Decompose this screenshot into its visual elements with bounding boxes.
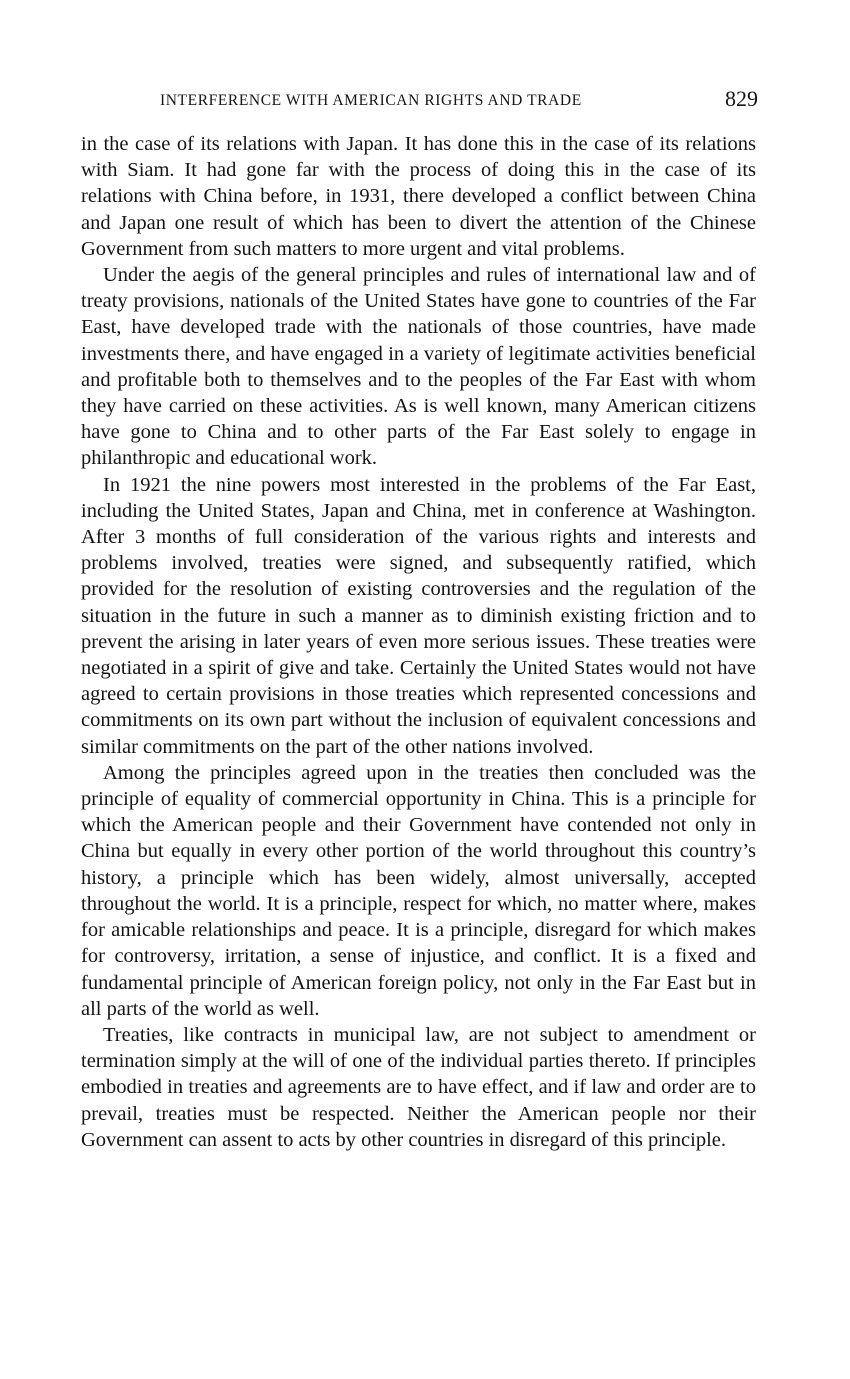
paragraph-continuation: in the case of its relations with Japan. It has done this in the case of its relations with Siam. It had gone far with the process of doing this in the case of its relations with China before, in 1931, there developed a conflict between China and Japan one result of which has been to divert the attention of the Chinese Government from such matters to more urgent and vital problems.: [81, 133, 756, 260]
paragraph-equality-of-opportunity: Among the principles agreed upon in the treaties then concluded was the principle of equality of commercial opportunity in China. This is a principle for which the American people and their Government have contended not only in China but equally in every other portion of the world throughout this country’s history, a principle which has been widely, almost universally, accepted throughout the world. It is a principle, respect for which, no matter where, makes for amicable relationships and peace. It is a principle, disregard for which makes for controversy, irritation, a sense of injustice, and conflict. It is a fixed and fundamental principle of American foreign policy, not only in the Far East but in all parts of the world as well.: [81, 761, 756, 1020]
paragraph-washington-conference: In 1921 the nine powers most interested in the problems of the Far East, including the United States, Japan and China, met in conference at Washington. After 3 months of full consideration of the various rights and interests and problems involved, treaties were signed, and subsequently ratified, which provided for the resolution of existing controversies and the regulation of the situation in the future in such a manner as to diminish existing friction and to prevent the arising in later years of even more serious issues. These treaties were negotiated in a spirit of give and take. Certainly the United States would not have agreed to certain provisions in those treaties which represented concessions and commitments on its own part without the inclusion of equivalent concessions and similar commitments on the part of the other nations involved.: [81, 473, 756, 758]
paragraph-treaties-respected: Treaties, like contracts in municipal law, are not subject to amendment or termination simply at the will of one of the individual parties thereto. If principles embodied in treaties and agreements are to have effect, and if law and order are to prevail, treaties must be respected. Neither the American people nor their Government can assent to acts by other countries in disregard of this principle.: [81, 1023, 756, 1151]
paragraph-aegis-of-principles: Under the aegis of the general principles and rules of international law and of treaty provisions, nationals of the United States have gone to countries of the Far East, have developed trade with the nationals of those countries, have made investments there, and have engaged in a variety of legitimate activities beneficial and profitable both to themselves and to the peoples of the Far East with whom they have carried on these activities. As is well known, many American citizens have gone to China and to other parts of the Far East solely to engage in philanthropic and educational work.: [81, 264, 756, 470]
running-title: INTERFERENCE WITH AMERICAN RIGHTS AND TRADE: [160, 92, 582, 109]
running-head: [160, 86, 758, 116]
body-text: [81, 131, 756, 1153]
page-number: 829: [725, 86, 758, 111]
